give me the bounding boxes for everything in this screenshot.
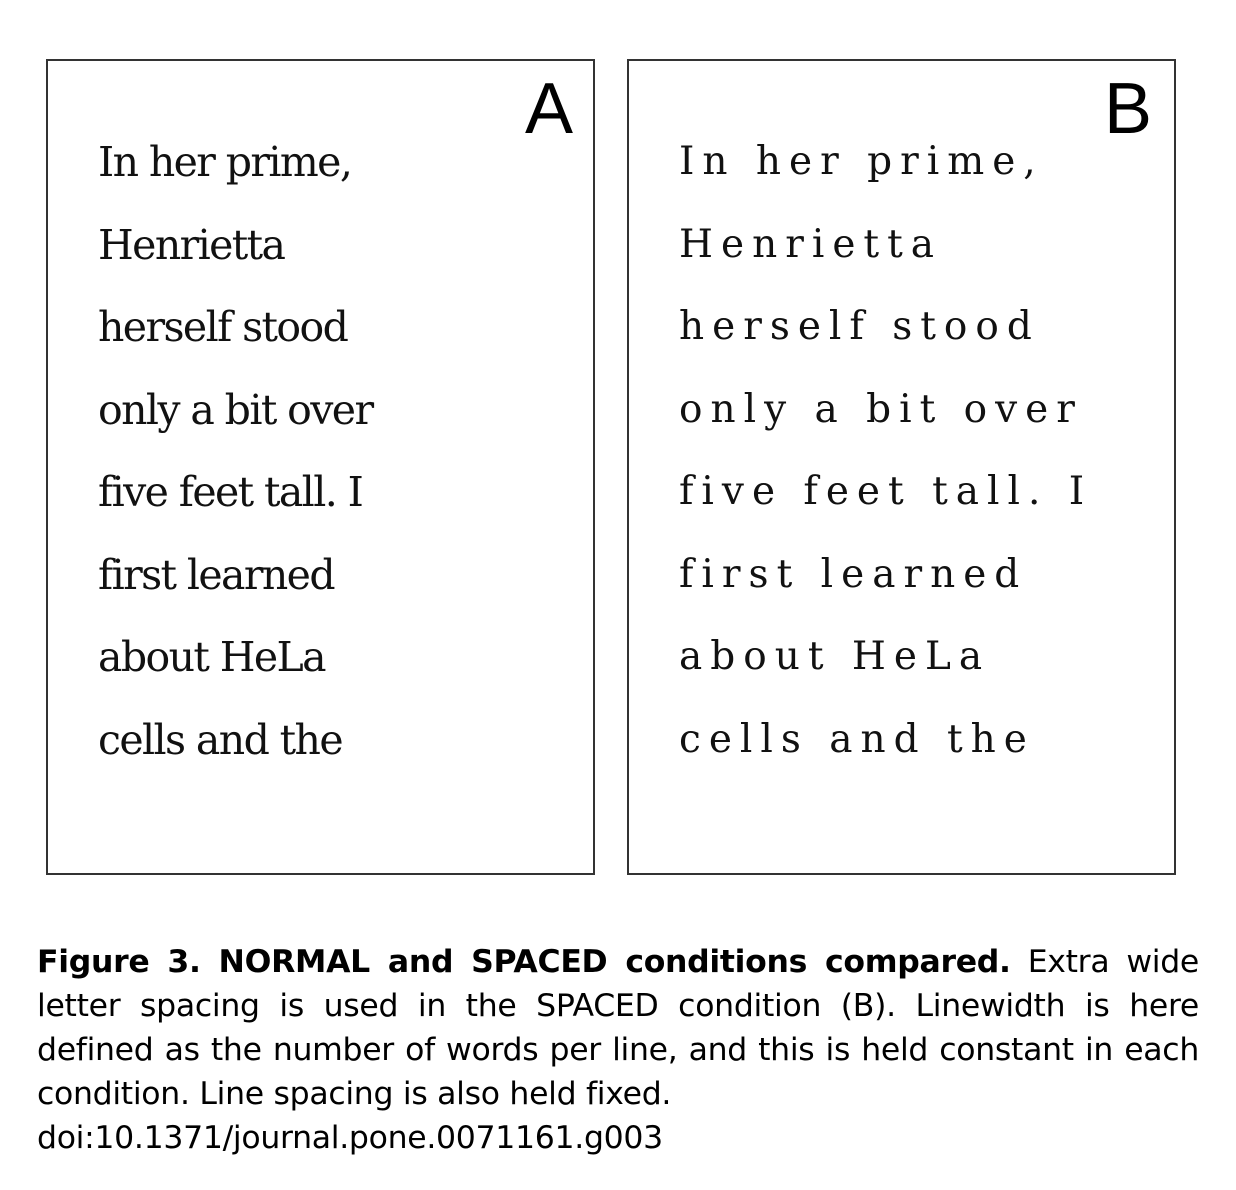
panel-label: B — [1103, 69, 1152, 149]
text-line: herself stood — [679, 304, 1040, 349]
text-line: five feet tall. I — [98, 468, 363, 516]
sample-text-spaced — [679, 121, 1092, 781]
text-line: cells and the — [98, 715, 342, 764]
text-line: In her prime, — [679, 139, 1044, 184]
text-line: In her prime, — [98, 138, 352, 186]
text-line: cells and the — [679, 716, 1035, 762]
text-line: Henrietta — [98, 220, 285, 269]
text-line: five feet tall. I — [679, 469, 1093, 514]
text-line: herself stood — [98, 303, 348, 351]
figure-caption — [37, 940, 1199, 1116]
panel-label: A — [524, 69, 573, 149]
text-line: about HeLa — [679, 634, 991, 679]
sample-text-normal — [98, 121, 372, 781]
text-line: first learned — [679, 551, 1028, 597]
text-line: only a bit over — [679, 386, 1083, 432]
text-line: only a bit over — [98, 385, 373, 434]
caption-doi: doi:10.1371/journal.pone.0071161.g003 — [37, 1120, 663, 1156]
text-line: about HeLa — [98, 633, 325, 681]
text-line: Henrietta — [679, 221, 943, 267]
text-line: first learned — [98, 550, 334, 599]
figure-panel-a — [46, 59, 595, 875]
figure-panel-b — [627, 59, 1176, 875]
caption-title: Figure 3. NORMAL and SPACED conditions compared. — [37, 944, 1011, 980]
caption-body: Extra wide letter spacing is used in the SPACED condition (B). Linewidth is here defined as the number of words per line, and this is held constant in each condition. Line spacing is also held fixed. — [37, 944, 1200, 1112]
